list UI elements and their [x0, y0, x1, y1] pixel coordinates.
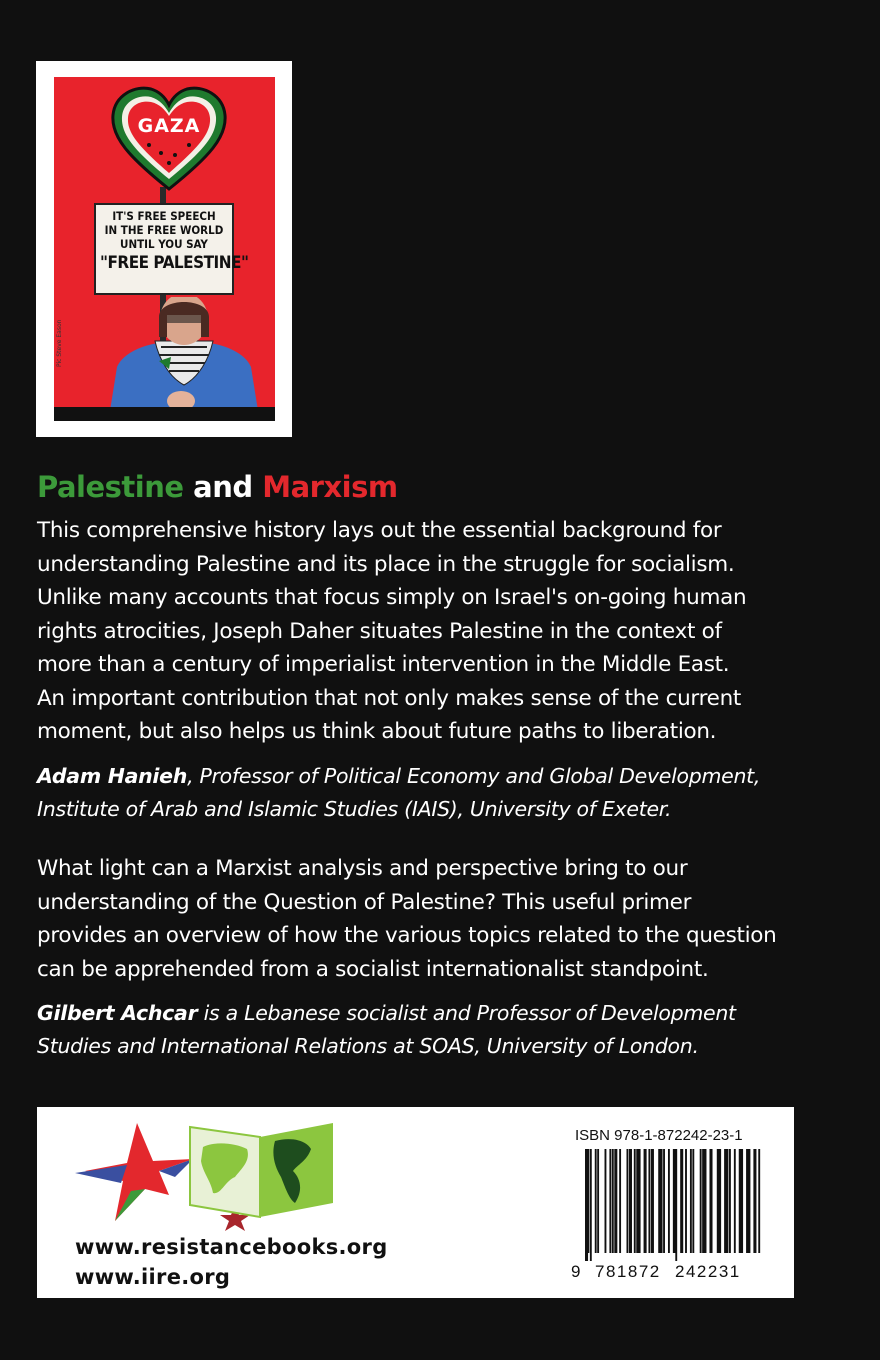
- barcode-bar: [644, 1149, 647, 1253]
- placard-line: IN THE FREE WORLD: [104, 223, 224, 237]
- barcode-bar: [727, 1149, 729, 1253]
- barcode-bar: [668, 1149, 670, 1253]
- protest-photo: [54, 77, 275, 421]
- barcode-digits-left: 781872: [595, 1262, 661, 1281]
- world-map-icon: [190, 1123, 333, 1217]
- barcode-bar: [626, 1149, 628, 1253]
- publisher-url[interactable]: www.iire.org: [75, 1265, 231, 1289]
- barcode-bar: [661, 1149, 663, 1253]
- blurb-achcar: [37, 852, 827, 986]
- barcode-bar: [619, 1149, 621, 1253]
- barcode-bar: [614, 1149, 617, 1253]
- barcode-bar: [749, 1149, 751, 1253]
- barcode-bar: [609, 1149, 611, 1253]
- protester-figure: [109, 297, 259, 417]
- barcode-bar: [648, 1149, 650, 1253]
- blurb-line: understanding Palestine and its place in the struggle for socialism.: [37, 551, 735, 577]
- author-name: Gilbert Achcar: [37, 1001, 198, 1025]
- barcode-bar: [692, 1149, 694, 1253]
- blurb-line: provides an overview of how the various topics related to the question: [37, 923, 777, 948]
- blurb-line: An important contribution that not only makes sense of the current: [37, 685, 742, 711]
- barcode-bar: [705, 1149, 707, 1253]
- barcode-bar: [663, 1149, 665, 1253]
- barcode-bar: [587, 1149, 589, 1253]
- publisher-url[interactable]: www.resistancebooks.org: [75, 1235, 388, 1259]
- barcode-bar: [685, 1149, 687, 1253]
- barcode-bar: [690, 1149, 692, 1253]
- barcode-bar: [595, 1149, 597, 1253]
- barcode-digits-right: 242231: [675, 1262, 741, 1281]
- barcode-bar: [719, 1149, 721, 1253]
- attribution-line: [37, 760, 827, 793]
- blurb-line: more than a century of imperialist intervention in the Middle East.: [37, 652, 730, 677]
- attribution-text: , Professor of Political Economy and Global Development,: [187, 764, 761, 788]
- author-name: Adam Hanieh: [37, 764, 188, 788]
- barcode-bar: [639, 1149, 641, 1253]
- barcode-bar: [709, 1149, 712, 1253]
- isbn-label: ISBN 978-1-872242-23-1: [575, 1127, 743, 1144]
- title-and: and: [193, 470, 253, 504]
- heart-label: GAZA: [137, 115, 201, 137]
- attribution-hanieh: [37, 760, 827, 826]
- protest-placard: [94, 203, 249, 295]
- blurb-hanieh: [37, 514, 827, 749]
- attribution-achcar: [37, 997, 827, 1063]
- cover-photo-frame: [36, 61, 292, 437]
- barcode-bar: [605, 1149, 607, 1253]
- photo-shadow: [54, 407, 275, 421]
- placard-headline: "FREE PALESTINE": [100, 253, 249, 273]
- attribution-line: [37, 997, 827, 1030]
- barcode-bar: [734, 1149, 736, 1253]
- attribution-text: is a Lebanese socialist and Professor of Development: [197, 1001, 736, 1025]
- barcode-bar: [634, 1149, 636, 1253]
- barcode-bar: [700, 1149, 702, 1253]
- publisher-panel: [37, 1107, 794, 1298]
- title-marxism: Marxism: [262, 470, 398, 504]
- barcode-digit-prefix: 9: [571, 1262, 581, 1281]
- publisher-logo: [75, 1121, 335, 1231]
- barcode-bar: [741, 1149, 743, 1253]
- placard-line: IT'S FREE SPEECH: [112, 209, 216, 223]
- barcode-bar: [590, 1149, 592, 1261]
- attribution-line: Institute of Arab and Islamic Studies (IAIS), University of Exeter.: [37, 797, 672, 821]
- barcode-bar: [675, 1149, 677, 1261]
- barcode-bar: [729, 1149, 731, 1253]
- blurb-line: can be apprehended from a socialist internationalist standpoint.: [37, 956, 709, 982]
- blurb-line: What light can a Marxist analysis and perspective bring to our: [37, 856, 688, 881]
- barcode-bar: [758, 1149, 760, 1253]
- barcode-bar: [753, 1149, 756, 1253]
- blurb-line: rights atrocities, Joseph Daher situates Palestine in the context of: [37, 618, 722, 644]
- barcode-bar: [597, 1149, 599, 1253]
- barcode-bar: [651, 1149, 654, 1253]
- book-title: [37, 470, 398, 504]
- title-palestine: Palestine: [37, 470, 184, 504]
- barcode-bar: [612, 1149, 614, 1253]
- watermelon-heart-icon: [109, 85, 229, 195]
- blurb-line: understanding of the Question of Palestine? This useful primer: [37, 889, 692, 915]
- attribution-line: Studies and International Relations at SOAS, University of London.: [37, 1034, 699, 1058]
- photo-credit: Pic Steve Eason: [56, 319, 63, 367]
- isbn-barcode: [585, 1149, 761, 1261]
- barcode-bar: [629, 1149, 632, 1253]
- blurb-line: This comprehensive history lays out the essential background for: [37, 518, 722, 543]
- barcode-bar: [680, 1149, 683, 1253]
- blurb-line: Unlike many accounts that focus simply on Israel's on-going human: [37, 585, 747, 610]
- placard-line: UNTIL YOU SAY: [120, 237, 208, 251]
- blurb-line: moment, but also helps us think about future paths to liberation.: [37, 719, 717, 744]
